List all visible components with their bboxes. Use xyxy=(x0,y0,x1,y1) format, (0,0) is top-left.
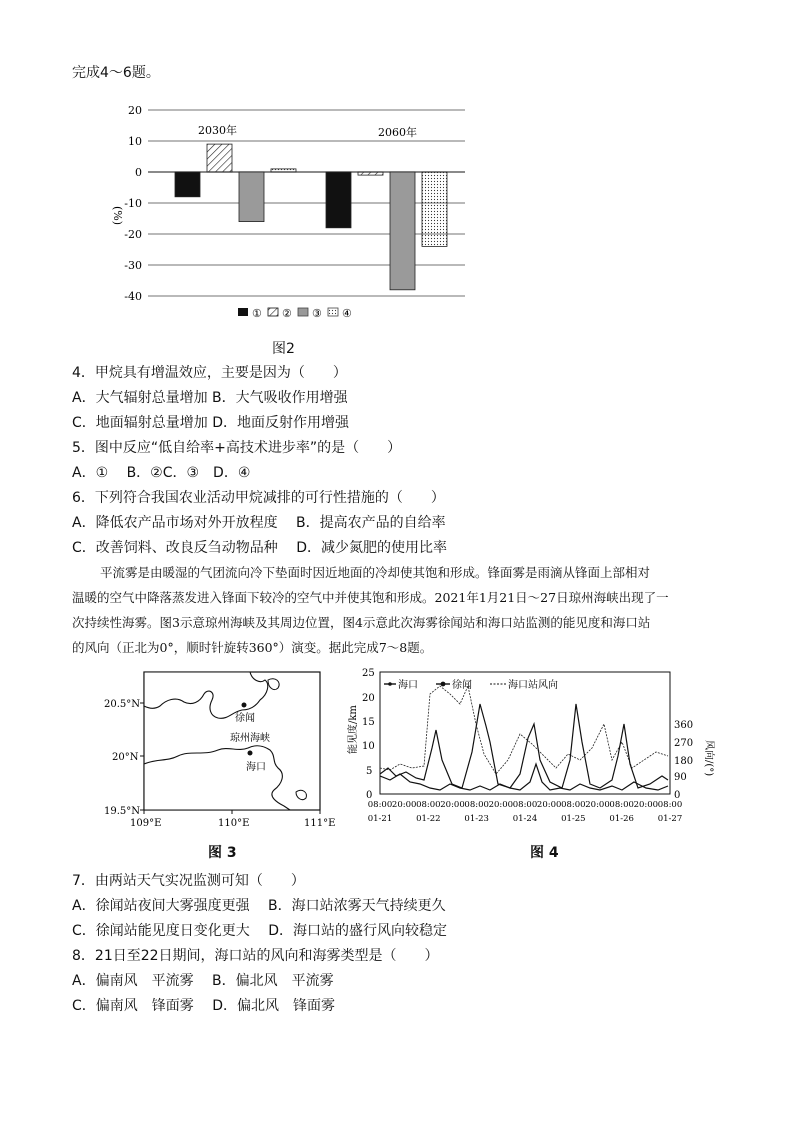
fig4-time-tick: 08:00 xyxy=(512,800,538,810)
fig4-left-axis xyxy=(362,668,375,801)
q7-stem: 7．由两站天气实况监测可知（ ） xyxy=(72,873,305,889)
fig4-date-tick: 01-26 xyxy=(609,814,634,824)
fig4-time-tick: 08:00 xyxy=(561,800,586,810)
fig4-time-tick: 20:00 xyxy=(391,800,417,810)
xuwen-station-marker xyxy=(242,703,247,708)
fig4-time-tick: 08:00 xyxy=(609,800,634,810)
fig2-group-label-2030: 2030年 xyxy=(198,124,237,137)
place-qiongzhou-strait: 琼州海峡 xyxy=(230,733,270,744)
fig4-right-axis xyxy=(674,720,693,801)
fig2-bar-1-series-3 xyxy=(239,172,264,222)
fig4-date-tick: 01-21 xyxy=(367,814,393,824)
fig2-group-label-2060: 2060年 xyxy=(378,126,417,139)
q8-options-cd: C．偏南风 锋面雾 D．偏北风 锋面雾 xyxy=(72,998,336,1014)
fig2-y-tick-label: 0 xyxy=(135,166,142,179)
q6-stem: 6．下列符合我国农业活动甲烷减排的可行性措施的（ ） xyxy=(72,490,445,506)
fig4-time-tick: 08:00 xyxy=(657,800,683,810)
legend-label-3: ③ xyxy=(312,307,322,320)
q8-stem: 8．21日至22日期间，海口站的风向和海雾类型是（ ） xyxy=(72,948,439,964)
fig2-bar-1-series-1 xyxy=(175,172,200,197)
lat-label-20-5: 20.5°N xyxy=(104,699,141,710)
q8-options-ab: A．偏南风 平流雾 B．偏北风 平流雾 xyxy=(72,973,334,989)
place-haikou: 海口 xyxy=(246,762,266,773)
passage-line-3: 次持续性海雾。图3示意琼州海峡及其周边位置，图4示意此次海雾徐闻站和海口站监测的能见度和海口站 xyxy=(72,615,651,630)
q6-options-ab: A．降低农产品市场对外开放程度 B．提高农产品的自给率 xyxy=(72,515,446,531)
fig2-y-tick-label: 10 xyxy=(128,135,142,148)
legend-haikou: 海口 xyxy=(398,680,418,691)
q7-options-ab: A．徐闻站夜间大雾强度更强 B．海口站浓雾天气持续更久 xyxy=(72,898,446,914)
q4-options-cd: C．地面辐射总量增加 D．地面反射作用增强 xyxy=(72,415,350,431)
legend-label-4: ④ xyxy=(342,307,352,320)
left-tick-20: 20 xyxy=(362,693,375,704)
lon-label-110: 110°E xyxy=(218,818,250,829)
fig4-time-ticks xyxy=(368,800,683,810)
lat-label-20: 20°N xyxy=(112,752,139,763)
q5-options: A．① B．②C．③ D．④ xyxy=(72,465,251,481)
place-xuwen: 徐闻 xyxy=(235,713,255,724)
figure-4-caption: 图 4 xyxy=(530,845,559,861)
fig4-date-tick: 01-25 xyxy=(561,814,586,824)
fig2-y-ticks xyxy=(124,104,142,303)
fig2-y-tick-label: -10 xyxy=(124,197,142,210)
q5-stem: 5．图中反应“低自给率+高技术进步率”的是（ ） xyxy=(72,440,402,456)
fig2-y-unit: (%) xyxy=(111,206,124,226)
fig4-time-tick: 08:00 xyxy=(367,800,393,810)
figure-3-caption: 图 3 xyxy=(208,845,237,861)
figure-2-chart xyxy=(100,96,480,326)
lon-label-111: 111°E xyxy=(304,818,336,829)
q4-stem: 4．甲烷具有增温效应，主要是因为（ ） xyxy=(72,365,347,381)
left-tick-5: 5 xyxy=(366,766,373,777)
fig2-y-tick-label: 20 xyxy=(128,104,142,117)
fig4-time-tick: 20:00 xyxy=(536,800,562,810)
lon-label-109: 109°E xyxy=(130,818,162,829)
fig4-date-tick: 01-27 xyxy=(657,814,683,824)
fig2-legend xyxy=(238,307,352,320)
left-tick-0: 0 xyxy=(366,790,373,801)
legend-haikou-wind: 海口站风向 xyxy=(508,680,558,691)
figure-3-map xyxy=(100,666,340,836)
fig4-date-ticks xyxy=(368,814,683,824)
haikou-station-marker xyxy=(248,751,253,756)
left-tick-10: 10 xyxy=(362,741,375,752)
fig4-time-tick: 20:00 xyxy=(440,800,465,810)
fig4-time-tick: 20:00 xyxy=(585,800,610,810)
series-haikou xyxy=(380,764,668,790)
fig2-bar-1-series-4 xyxy=(271,169,296,172)
fig4-date-tick: 01-22 xyxy=(416,814,441,824)
fig2-bar-2-series-1 xyxy=(326,172,351,228)
fig2-bar-1-series-2 xyxy=(207,144,232,172)
figure-4-chart xyxy=(350,664,730,836)
passage-line-1: 平流雾是由暖湿的气团流向冷下垫面时因近地面的冷却使其饱和形成。锋面雾是雨滴从锋面上部相对 xyxy=(100,565,651,580)
fig2-y-tick-label: -40 xyxy=(124,290,142,303)
right-tick-90: 90 xyxy=(674,772,687,783)
right-tick-360: 360 xyxy=(674,720,694,731)
fig4-time-tick: 08:00 xyxy=(416,800,441,810)
legend-xuwen: 徐闻 xyxy=(452,680,472,691)
lat-label-19-5: 19.5°N xyxy=(104,806,141,817)
left-tick-15: 15 xyxy=(362,717,375,728)
passage-line-4: 的风向（正北为0°，顺时针旋转360°）演变。据此完成7～8题。 xyxy=(72,640,433,655)
fig4-date-tick: 01-23 xyxy=(464,814,489,824)
fig4-right-axis-label: 风向/(°) xyxy=(703,740,714,777)
figure-2-caption: 图2 xyxy=(272,341,295,357)
fig2-bar-2-series-4 xyxy=(422,172,447,246)
fig2-y-tick-label: -20 xyxy=(124,228,142,241)
passage-line-2: 温暖的空气中降落蒸发进入锋面下较冷的空气中并使其饱和形成。2021年1月21日～27日琼州海峡出现了一 xyxy=(72,590,669,605)
fig4-legend xyxy=(384,678,558,691)
series-xuwen xyxy=(380,704,668,788)
fig4-time-tick: 08:00 xyxy=(464,800,489,810)
right-tick-0: 0 xyxy=(674,790,681,801)
fig2-y-tick-label: -30 xyxy=(124,259,142,272)
fig4-time-tick: 20:00 xyxy=(488,800,514,810)
fig2-bars xyxy=(175,144,447,290)
right-tick-180: 180 xyxy=(674,756,694,767)
fig4-time-tick: 20:00 xyxy=(633,800,659,810)
fig4-left-axis-label: 能见度/km xyxy=(348,705,359,754)
left-tick-25: 25 xyxy=(362,668,375,679)
legend-label-1: ① xyxy=(252,307,262,320)
q6-options-cd: C．改善饲料、改良反刍动物品种 D．减少氮肥的使用比率 xyxy=(72,540,448,556)
legend-label-2: ② xyxy=(282,307,292,320)
right-tick-270: 270 xyxy=(674,738,694,749)
fig2-gridlines xyxy=(148,110,465,296)
fig2-bar-2-series-2 xyxy=(358,172,383,175)
intro-line: 完成4～6题。 xyxy=(72,65,160,81)
q7-options-cd: C．徐闻站能见度日变化更大 D．海口站的盛行风向较稳定 xyxy=(72,923,448,939)
fig4-date-tick: 01-24 xyxy=(512,814,538,824)
q4-options-ab: A．大气辐射总量增加 B．大气吸收作用增强 xyxy=(72,390,348,406)
fig2-bar-2-series-3 xyxy=(390,172,415,290)
